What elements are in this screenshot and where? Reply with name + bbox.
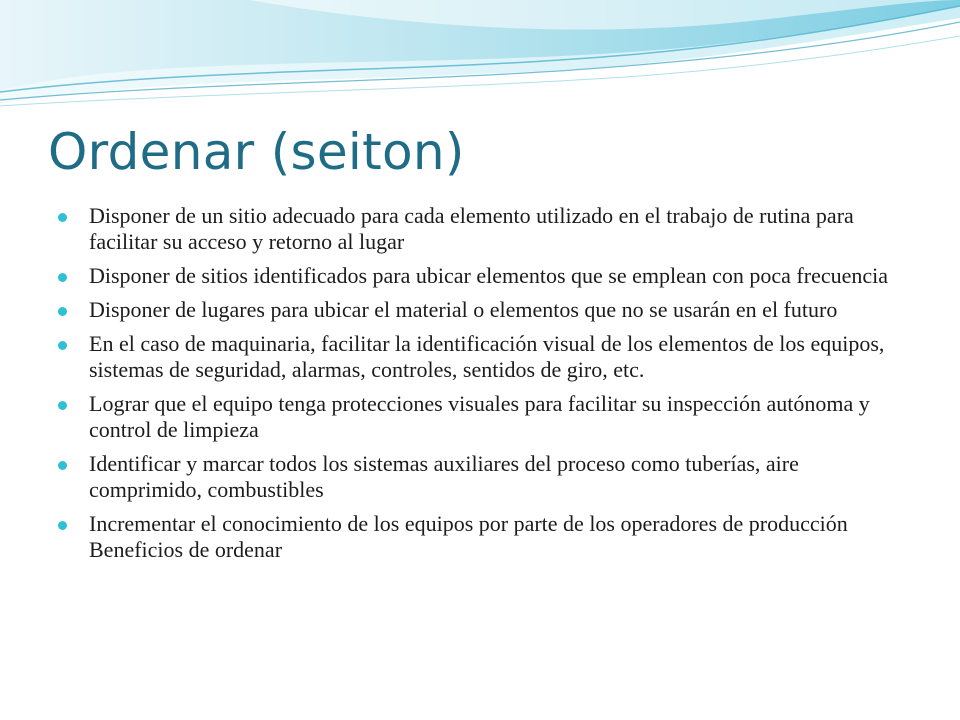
bullet-text: Incrementar el conocimiento de los equipos por parte de los operadores de producción Beneficios de ordenar [89,511,848,562]
bullet-item [58,203,908,255]
bullet-text: Disponer de un sitio adecuado para cada elemento utilizado en el trabajo de rutina para facilitar su acceso y retorno al lugar [89,203,854,254]
bullet-text: En el caso de maquinaria, facilitar la identificación visual de los elementos de los equipos, sistemas de seguridad, alarmas, controles, sentidos de giro, etc. [89,331,885,382]
bullet-item [58,263,908,289]
bullet-item [58,391,908,443]
bullet-dot-icon [58,307,67,316]
bullet-dot-icon [58,341,67,350]
bullet-item [58,511,908,563]
bullet-dot-icon [58,461,67,470]
bullet-dot-icon [58,213,67,222]
bullet-item [58,331,908,383]
bullet-dot-icon [58,401,67,410]
bullet-item [58,297,908,323]
header-wave-decoration [0,0,960,130]
bullet-dot-icon [58,273,67,282]
bullet-text: Lograr que el equipo tenga protecciones visuales para facilitar su inspección autónoma y control de limpieza [89,391,870,442]
bullet-list [58,203,908,571]
bullet-item [58,451,908,503]
bullet-dot-icon [58,521,67,530]
bullet-text: Disponer de sitios identificados para ubicar elementos que se emplean con poca frecuencia [89,263,889,288]
bullet-text: Disponer de lugares para ubicar el material o elementos que no se usarán en el futuro [89,297,838,322]
slide-title: Ordenar (seiton) [48,123,465,181]
bullet-text: Identificar y marcar todos los sistemas auxiliares del proceso como tuberías, aire comprimido, combustibles [89,451,799,502]
